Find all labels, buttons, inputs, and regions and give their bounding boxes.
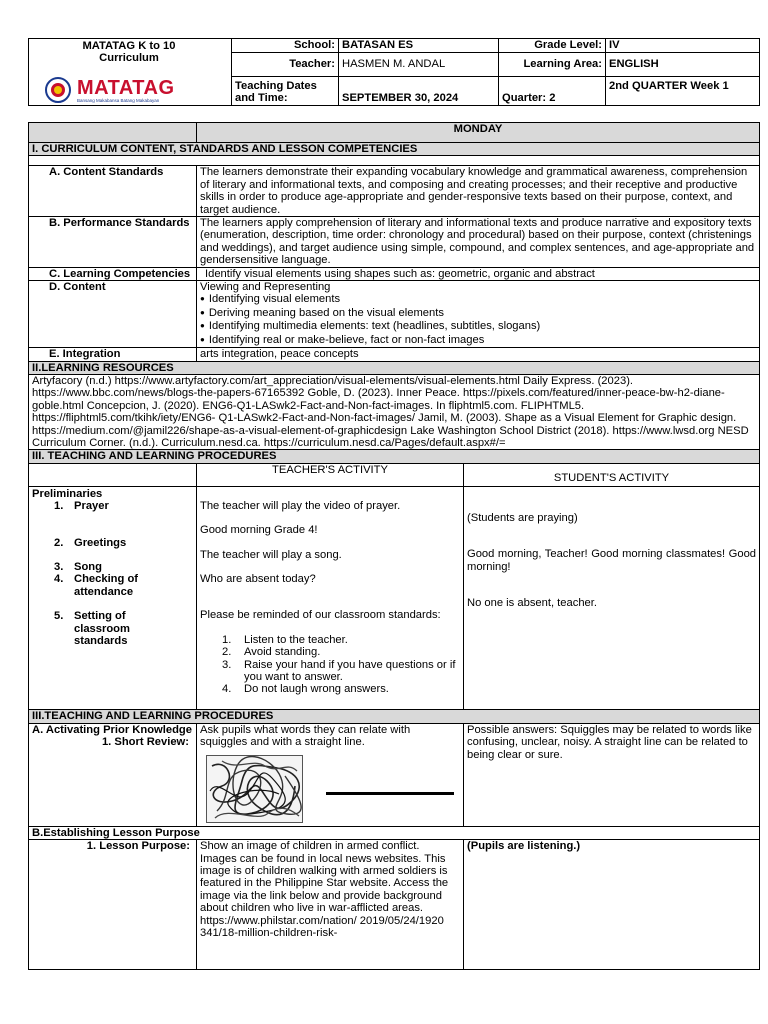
teacher-prelim-cell bbox=[197, 486, 464, 710]
teacher-label: Teacher: bbox=[232, 53, 339, 77]
student-prayer: (Students are praying) bbox=[467, 511, 578, 524]
preliminaries-cell bbox=[29, 486, 197, 710]
purpose-title: B.Establishing Lesson Purpose bbox=[29, 826, 760, 839]
list-text: Avoid standing. bbox=[244, 646, 321, 659]
quarter-label: Quarter: 2 bbox=[499, 77, 606, 106]
prelim-item bbox=[32, 500, 193, 512]
purpose-student-text: (Pupils are listening.) bbox=[464, 840, 760, 970]
program-title: MATATAG K to 10 Curriculum bbox=[82, 40, 176, 65]
teacher-activity-heading: TEACHER'S ACTIVITY bbox=[197, 463, 464, 486]
student-greeting: Good morning, Teacher! Good morning classmates! Good morning! bbox=[467, 548, 757, 573]
teacher-greeting: Good morning Grade 4! bbox=[200, 524, 318, 537]
content-cell bbox=[197, 281, 760, 348]
prelim-num: 4. bbox=[54, 573, 64, 586]
matatag-logo-text: MATATAG bbox=[77, 77, 175, 99]
prelim-label: Setting of classroom standards bbox=[74, 610, 130, 647]
section3b-title: III.TEACHING AND LEARNING PROCEDURES bbox=[29, 710, 760, 723]
quarter-value: 2nd QUARTER Week 1 bbox=[606, 77, 760, 106]
school-label: School: bbox=[232, 39, 339, 53]
matatag-logo bbox=[77, 78, 175, 104]
spacer-row bbox=[29, 156, 760, 166]
content-list bbox=[200, 293, 756, 347]
school-value: BATASAN ES bbox=[339, 39, 499, 53]
teacher-standards: Please be reminded of our classroom standards: bbox=[200, 609, 441, 622]
list-item: ● Identifying visual elements bbox=[200, 293, 756, 306]
performance-label bbox=[29, 217, 197, 268]
procedure-corner bbox=[29, 463, 197, 486]
deped-seal bbox=[45, 77, 71, 103]
student-activity-heading: STUDENT'S ACTIVITY bbox=[464, 463, 760, 486]
activating-label: A. Activating Prior Knowledge bbox=[32, 723, 192, 736]
prelim-label: Greetings bbox=[74, 536, 127, 549]
content-standards-label: A. Content Standards bbox=[29, 166, 197, 217]
content-standards-text: The learners demonstrate their expanding vocabulary knowledge and grammatical awareness, comprehension of literary and informational texts, and composing and creating processes; and their receptive and productive skills in order to produce age-appropriate and gender-responsive texts based on their purpose, context, and target audience. bbox=[197, 166, 760, 217]
prelim-num: 5. bbox=[54, 610, 64, 623]
prelim-label: Checking of attendance bbox=[74, 573, 139, 598]
prelim-num: 2. bbox=[54, 536, 64, 549]
header-table bbox=[28, 38, 760, 106]
straight-line bbox=[326, 792, 454, 795]
list-text: Raise your hand if you have questions or if you want to answer. bbox=[244, 658, 456, 683]
list-text: Listen to the teacher. bbox=[244, 633, 348, 646]
squiggle-icon bbox=[207, 756, 302, 822]
section3-title: III. TEACHING AND LEARNING PROCEDURES bbox=[29, 450, 760, 463]
dates-label: Teaching Dates and Time: bbox=[232, 77, 339, 106]
prelim-num: 1. bbox=[54, 500, 64, 513]
matatag-tagline: Bansang Makabansa Batang Makabayan bbox=[77, 98, 160, 103]
purpose-link[interactable]: https://www.philstar.com/nation/ 2019/05/24/1920341/18-million-children-risk- bbox=[200, 914, 444, 940]
preliminaries-label: Preliminaries bbox=[32, 487, 103, 500]
teacher-song: The teacher will play a song. bbox=[200, 548, 342, 561]
performance-label-text: B. Performance Standards bbox=[49, 217, 190, 230]
integration-label: E. Integration bbox=[29, 348, 197, 361]
activating-teacher-cell bbox=[197, 723, 464, 826]
integration-text: arts integration, peace concepts bbox=[197, 348, 760, 361]
student-absent: No one is absent, teacher. bbox=[467, 596, 597, 609]
list-num: 1. bbox=[222, 633, 232, 646]
list-item bbox=[200, 646, 460, 658]
list-num: 3. bbox=[222, 658, 232, 671]
day-heading: MONDAY bbox=[197, 123, 760, 143]
list-item bbox=[200, 659, 460, 684]
prelim-item bbox=[32, 610, 193, 647]
list-item bbox=[200, 683, 460, 695]
content-label: D. Content bbox=[29, 281, 197, 348]
competencies-label: C. Learning Competencies bbox=[29, 267, 197, 280]
prelim-label: Song bbox=[74, 560, 102, 573]
list-item: ● Deriving meaning based on the visual elements bbox=[200, 307, 756, 320]
squiggle-image bbox=[206, 755, 303, 823]
day-corner bbox=[29, 123, 197, 143]
list-item: ● Identifying multimedia elements: text (headlines, subtitles, slogans) bbox=[200, 320, 756, 333]
prelim-item bbox=[32, 561, 193, 573]
grade-value: IV bbox=[606, 39, 760, 53]
prelim-label: Prayer bbox=[74, 500, 109, 513]
area-value: ENGLISH bbox=[606, 53, 760, 77]
prelim-item bbox=[32, 537, 193, 549]
teacher-value: HASMEN M. ANDAL bbox=[339, 53, 499, 77]
lesson-plan-table bbox=[28, 122, 760, 970]
section2-title: II.LEARNING RESOURCES bbox=[29, 361, 760, 374]
content-heading: Viewing and Representing bbox=[200, 281, 331, 294]
activating-student-text: Possible answers: Squiggles may be related to words like confusing, unclear, noisy. A straight line can be related to being clear or sure. bbox=[464, 723, 760, 826]
competencies-text: Identify visual elements using shapes such as: geometric, organic and abstract bbox=[197, 267, 760, 280]
standards-list bbox=[200, 634, 460, 696]
dates-value: SEPTEMBER 30, 2024 bbox=[339, 77, 499, 106]
resources-text: Artyfacory (n.d.) https://www.artyfactory.com/art_appreciation/visual-elements/visual-elements.html Daily Express. (2023). https://www.bbc.com/news/blogs-the-papers-67165392 Goble, D. (2023). Inner Peace. https://pixels.com/featured/inner-peace-bw-h2-diane-goble.html Concepcion, J. (2020). ENG6-Q1-LASwk2-Fact-and-Non-fact-images. In fliphtml5.com. FLIPHTML5. https://fliphtml5.com/tkihk/iety/ENG6- Q1-LASwk2-Fact-and-Non-fact-images/ Jamil, M. (2003). Shape as a Visual Element for Graphic design. https://medium.com/@jamil226/shape-as-a-visual-element-of-graphicdesign Lake Washington School District (2018). https://www.lwsd.org NESD Curriculum Corner. (n.d.). Curriculum.nesd.ca. https://curriculum.nesd.ca/Pages/default.aspx#/= bbox=[29, 374, 760, 449]
purpose-teacher-cell bbox=[197, 840, 464, 970]
list-item: ● Identifying real or make-believe, fact or non-fact images bbox=[200, 334, 756, 347]
activating-teacher-text: Ask pupils what words they can relate with squiggles and with a straight line. bbox=[200, 723, 411, 749]
list-num: 2. bbox=[222, 646, 232, 659]
list-num: 4. bbox=[222, 683, 232, 696]
grade-label: Grade Level: bbox=[499, 39, 606, 53]
performance-text: The learners apply comprehension of literary and informational texts and produce narrative and expository texts (enumeration, description, time order: chronology and procedural) based on their purpose, context (christenings and weddings), and target audience using simple, compound, and complex sentences, and age-appropriate and gendersensitive language. bbox=[197, 217, 760, 268]
activating-cell bbox=[29, 723, 197, 826]
student-prelim-cell bbox=[464, 486, 760, 710]
area-label: Learning Area: bbox=[499, 53, 606, 77]
section1-title: I. CURRICULUM CONTENT, STANDARDS AND LESSON COMPETENCIES bbox=[29, 143, 760, 156]
prelim-num: 3. bbox=[54, 560, 64, 573]
header-logo-cell bbox=[29, 39, 232, 106]
purpose-label: 1. Lesson Purpose: bbox=[29, 840, 197, 970]
teacher-prayer: The teacher will play the video of prayer. bbox=[200, 499, 401, 512]
teacher-absent: Who are absent today? bbox=[200, 572, 316, 585]
review-label: 1. Short Review: bbox=[101, 736, 189, 749]
prelim-item bbox=[32, 573, 193, 598]
purpose-teacher-text: Show an image of children in armed conflict. Images can be found in local news websites. This image is of children walking with armed soldiers is featured in the Philippine Star website. Access the image via the link below and provide background about children who live in war-afflicted areas. bbox=[200, 840, 449, 915]
list-item bbox=[200, 634, 460, 646]
list-text: Do not laugh wrong answers. bbox=[244, 683, 389, 696]
